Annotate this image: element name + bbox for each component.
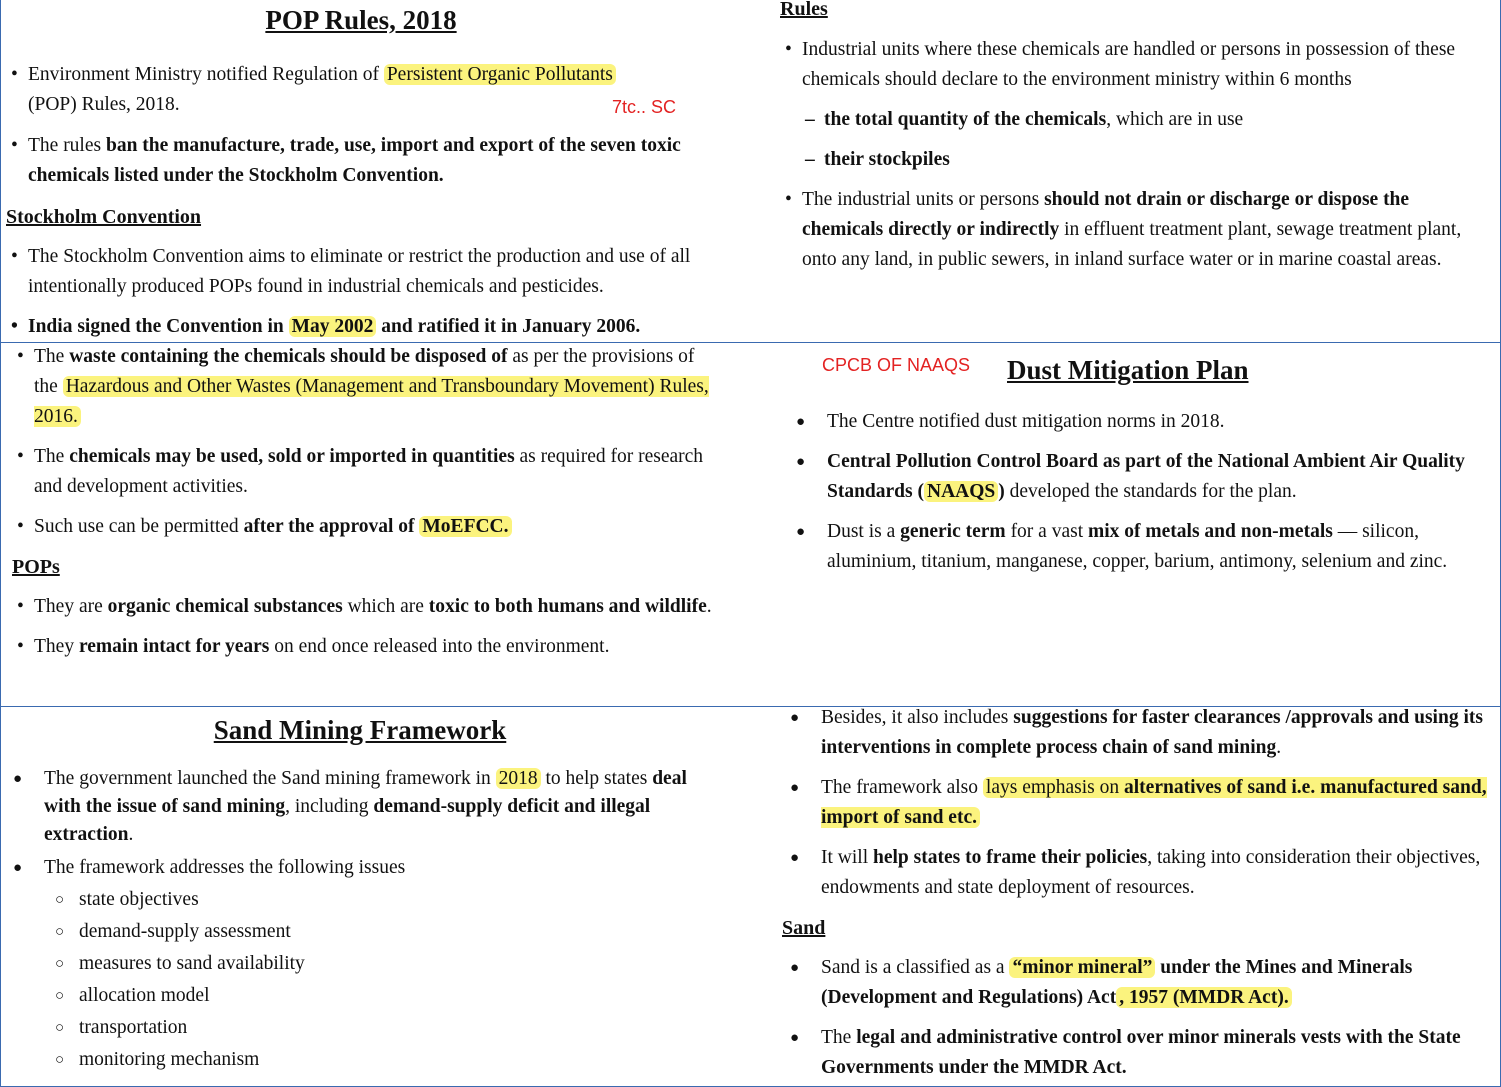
list-item: ○ demand-supply assessment — [5, 916, 725, 948]
list-item: • They are organic chemical substances which are toxic to both humans and wildlife. — [12, 592, 717, 622]
list-item: • The industrial units or persons should not drain or discharge or dispose the chemicals directly or indirectly in effluent treatment plant, sewage treatment plant, onto any land, in public sewers, in inland surface water or in marine coastal areas. — [780, 185, 1490, 275]
pop-rules-title: POP Rules, 2018 — [265, 5, 457, 35]
list-item: • The waste containing the chemicals should be disposed of as per the provisions of the Hazardous and Other Wastes (Management and Transboundary Movement) Rules, 2016. — [12, 342, 717, 432]
list-item: • The chemicals may be used, sold or imported in quantities as required for research and development activities. — [12, 442, 717, 502]
list-item: – the total quantity of the chemicals, which are in use — [780, 105, 1490, 135]
list-item: • Industrial units where these chemicals are handled or persons in possession of these chemicals should declare to the environment ministry within 6 months — [780, 35, 1490, 95]
dust-list — [788, 407, 1488, 577]
pops-list — [12, 592, 717, 662]
handwritten-note: 7tc.. SC — [612, 97, 677, 117]
sand-list — [782, 953, 1492, 1083]
rules-list — [780, 35, 1490, 275]
rules-panel — [780, 0, 1490, 275]
list-item: ● The government launched the Sand mining framework in 2018 to help states deal with the issue of sand mining, including demand-supply deficit and illegal extraction. — [5, 765, 725, 849]
list-item: ● The Centre notified dust mitigation norms in 2018. — [788, 407, 1488, 437]
list-item: – their stockpiles — [780, 145, 1490, 175]
list-item: ○ monitoring mechanism — [5, 1044, 725, 1076]
list-item: ● The framework also lays emphasis on alternatives of sand i.e. manufactured sand, import of sand etc. — [782, 773, 1492, 833]
waste-list — [12, 342, 717, 542]
list-item: ● Sand is a classified as a “minor mineral” under the Mines and Minerals (Development and Regulations) Act , 1957 (MMDR Act). — [782, 953, 1492, 1013]
list-item: • Such use can be permitted after the approval of MoEFCC. — [12, 512, 717, 542]
dust-panel — [788, 352, 1488, 577]
pop-rules-panel — [6, 2, 726, 342]
list-item: ○ allocation model — [5, 980, 725, 1012]
stockholm-heading: Stockholm Convention — [6, 206, 202, 228]
list-item: ● The legal and administrative control over minor minerals vests with the State Governments under the MMDR Act. — [782, 1023, 1492, 1083]
sand-heading: Sand — [782, 917, 826, 939]
list-item: ● The framework addresses the following issues — [5, 853, 725, 883]
pop-rules-list — [6, 60, 726, 191]
list-item: • They remain intact for years on end once released into the environment. — [12, 632, 717, 662]
waste-panel — [12, 342, 717, 662]
list-item: • Environment Ministry notified Regulation of Persistent Organic Pollutants (POP) Rules, 2018. — [6, 60, 726, 120]
sand-framework-panel — [5, 712, 725, 1076]
stockholm-list — [6, 242, 726, 342]
list-item: ○ state objectives — [5, 884, 725, 916]
list-item: ○ transportation — [5, 1012, 725, 1044]
sand-framework-title: Sand Mining Framework — [213, 715, 507, 745]
list-item: ● Dust is a generic term for a vast mix of metals and non-metals — silicon, aluminium, titanium, manganese, copper, barium, antimony, selenium and zinc. — [788, 517, 1488, 577]
sand-more-panel — [782, 703, 1492, 1083]
handwritten-note: CPCB OF NAAQS — [822, 355, 971, 375]
list-item: ● It will help states to frame their policies, taking into consideration their objectives, endowments and state deployment of resources. — [782, 843, 1492, 903]
sand-more-list — [782, 703, 1492, 903]
list-item: • The rules ban the manufacture, trade, use, import and export of the seven toxic chemicals listed under the Stockholm Convention. — [6, 131, 726, 191]
list-item: ○ measures to sand availability — [5, 948, 725, 980]
dust-title: Dust Mitigation Plan — [1007, 355, 1249, 385]
rules-heading: Rules — [780, 0, 828, 20]
list-item: • India signed the Convention in May 2002 and ratified it in January 2006. — [6, 312, 726, 342]
list-item: • The Stockholm Convention aims to eliminate or restrict the production and use of all intentionally produced POPs found in industrial chemicals and pesticides. — [6, 242, 726, 302]
list-item: ● Central Pollution Control Board as part of the National Ambient Air Quality Standards ( NAAQS ) developed the standards for the plan. — [788, 447, 1488, 507]
list-item: ● Besides, it also includes suggestions for faster clearances /approvals and using its interventions in complete process chain of sand mining. — [782, 703, 1492, 763]
sand-framework-list — [5, 765, 725, 1076]
pops-heading: POPs — [12, 556, 60, 578]
